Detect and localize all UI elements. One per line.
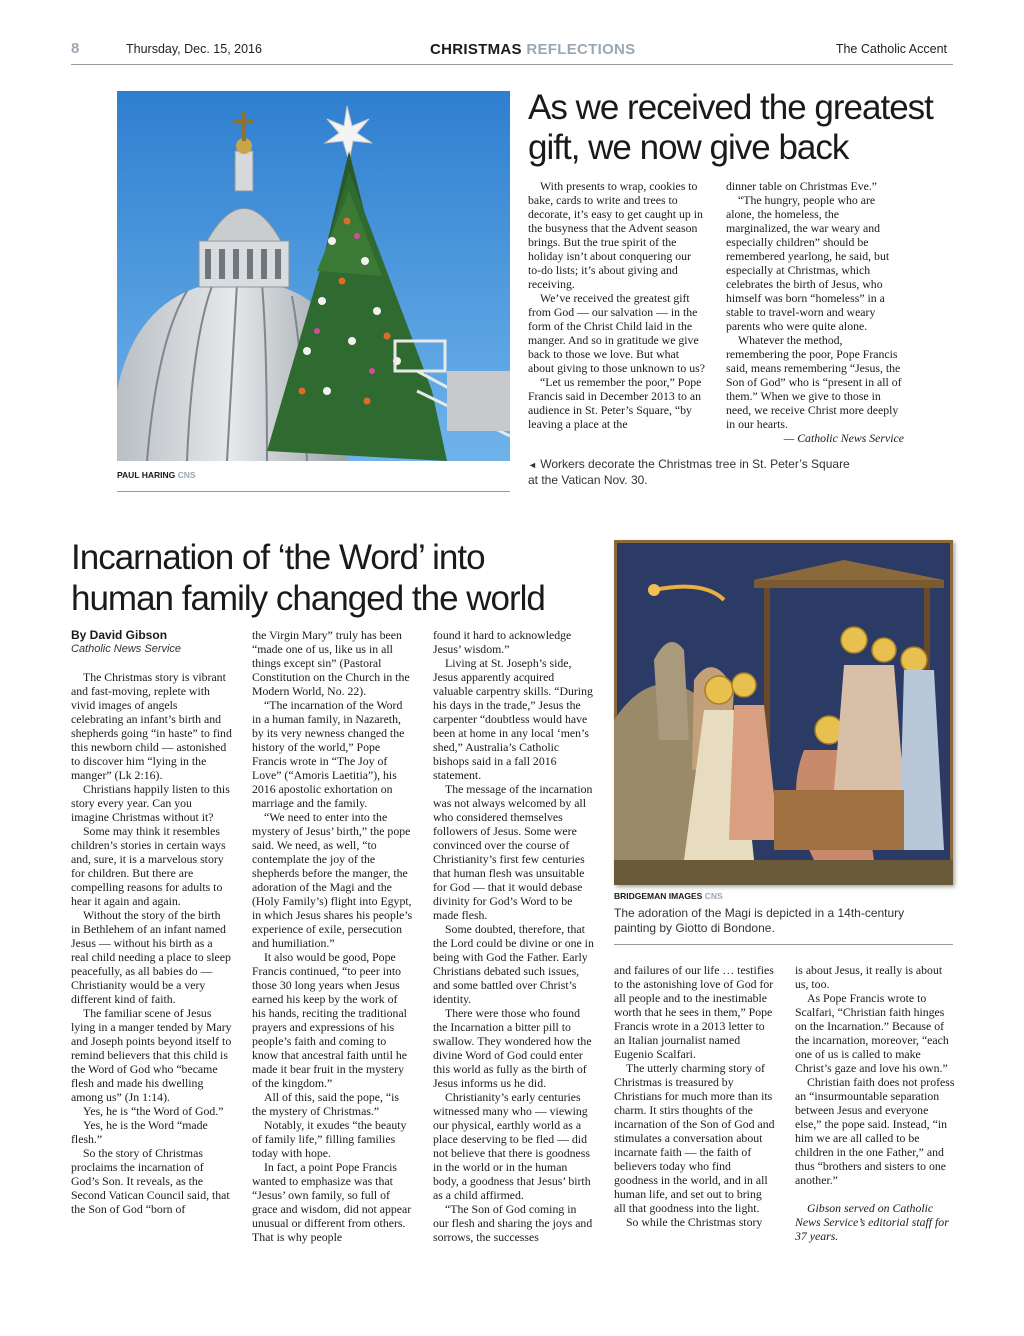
article2-column1 xyxy=(71,628,232,1216)
article1-column1 xyxy=(528,179,706,431)
article2-col4-para: The utterly charming story of Christmas is treasured by Christians for much more than its charm. It stirs thoughts of the incarnation of the Son of God and stimulates a conversation about incarnate faith — the faith of believers today who find goodness in the world, and in all human life, and set out to bring all that goodness into the light. xyxy=(614,1061,775,1215)
article2-col1-para: Yes, he is “the Word of God.” xyxy=(83,1104,224,1118)
byline-author: By David Gibson xyxy=(71,628,168,642)
photo2-credit-agency: CNS xyxy=(704,891,723,901)
article2-col5-para: is about Jesus, it really is about us, too. xyxy=(795,963,943,991)
vatican-tree-illustration xyxy=(117,91,510,461)
article2-col3-para: Living at St. Joseph’s side, Jesus apparently acquired valuable carpentry skills. “During his days in the trade,” Jesus the carpenter “doubtless would have been at home in any local ‘men’s shed,” Australia’s Catholic bishops said in a fall 2016 statement. xyxy=(433,656,593,782)
photo2-credit-name: BRIDGEMAN IMAGES xyxy=(614,891,703,901)
article2-column3 xyxy=(433,628,594,1244)
article1-col2-para: dinner table on Christmas Eve.” xyxy=(726,179,878,193)
article2-column5 xyxy=(795,963,955,1243)
article2-col1-para: Some may think it resembles children’s stories in certain ways and, sure, it is a marvelous story for children. But there are compelling reasons for adults to hear it again and again. xyxy=(71,824,226,908)
article2-col3-para: Christianity’s early centuries witnessed many who — viewing our physical, earthly world as a place deserving to be fled — did not believe that there is goodness in the world or in the human body, a goodness that Jesus’ birth as a child affirmed. xyxy=(433,1090,591,1202)
byline-organization: Catholic News Service xyxy=(71,643,182,655)
article2-headline xyxy=(71,537,591,619)
article2-col2-para: Notably, it exudes “the beauty of family life,” filling families today with hope. xyxy=(252,1118,407,1160)
giotto-painting-photo xyxy=(614,540,953,885)
vatican-tree-photo xyxy=(117,91,510,461)
article1-col2-para: Whatever the method, remembering the poor, Pope Francis said, means remembering “Jesus, the Son of God” who is “present in all of them.” When we give to those in need, we receive Christ more deeply in our hearts. xyxy=(726,333,902,431)
article2-col2-para: the Virgin Mary” truly has been “made one of us, like us in all things except sin” (Pastoral Constitution on the Church in the Modern World, No. 22). xyxy=(252,628,410,698)
article2-col1-para: The familiar scene of Jesus lying in a manger tended by Mary and Joseph points beyond itself to remind believers that this child is the Word of God who “became flesh and made his dwelling among us” (Jn 1:14). xyxy=(71,1006,232,1104)
photo2-credit xyxy=(614,891,723,901)
article2-col2-para: All of this, said the pope, “is the mystery of Christmas.” xyxy=(252,1090,399,1118)
article2-headline-line2: human family changed the world xyxy=(71,579,545,618)
article2-col5-para: As Pope Francis wrote to Scalfari, “Christian faith hinges on the Incarnation.” Because of the incarnation, moreover, “each one of us is called to make Christ’s gaze and love his own.” xyxy=(795,991,949,1075)
article2-col3-para: The message of the incarnation was not always welcomed by all who considered themselves followers of Jesus. Some were convinced over the course of Christianity’s first few centuries that human flesh was unsuitable for God — that it would debase divinity for God’s Word to be made flesh. xyxy=(433,782,593,922)
article2-col1-para: Yes, he is the Word “made flesh.” xyxy=(71,1118,208,1146)
issue-date: Thursday, Dec. 15, 2016 xyxy=(126,42,262,56)
article2-column4 xyxy=(614,963,775,1229)
article2-col3-para: found it hard to acknowledge Jesus’ wisdom.” xyxy=(433,628,572,656)
photo1-rule xyxy=(117,491,510,492)
photo1-caption-text: Workers decorate the Christmas tree in St. Peter’s Square at the Vatican Nov. 30. xyxy=(528,457,850,487)
article1-col1-para: “Let us remember the poor,” Pope Francis said in December 2013 to an audience in St. Peter’s Square, “by leaving a place at the xyxy=(528,375,702,431)
article2-col1-para: Without the story of the birth in Bethlehem of an infant named Jesus — without his birth as a real child needing a place to sleep peacefully, as all babies do — Christianity would be a very different kind of faith. xyxy=(71,908,231,1006)
article2-col3-para: “The Son of God coming in our flesh and sharing the joys and sorrows, the successes xyxy=(433,1202,593,1244)
article2-col4-para: So while the Christmas story xyxy=(626,1215,763,1229)
article1-headline-line1: As we received the greatest xyxy=(528,88,933,127)
article1-headline xyxy=(528,88,948,168)
article1-headline-line2: gift, we now give back xyxy=(528,128,849,167)
article1-col1-para: With presents to wrap, cookies to bake, cards to write and trees to decorate, it’s easy to get caught up in the busyness that the Advent season brings. But the true spirit of the holiday isn’t about conquering our to-do lists; it’s about giving and receiving. xyxy=(528,179,703,291)
header-rule xyxy=(71,64,953,65)
photo2-caption: The adoration of the Magi is depicted in a 14th-century painting by Giotto di Bondone. xyxy=(614,906,905,935)
article2-col2-para: “We need to enter into the mystery of Jesus’ birth,” the pope said. We need, as well, “to contemplate the joy of the shepherds before the manger, the adoration of the Magi and the (Holy Family’s) flight into Egypt, in which Jesus shares his people’s experience of exile, persecution and humiliation.” xyxy=(252,810,413,950)
article2-column2 xyxy=(252,628,413,1244)
article2-col3-para: There were those who found the Incarnation a bitter pill to swallow. They wondered how the divine Word of God could enter this world as fully as the birth of Jesus informs us he did. xyxy=(433,1006,592,1090)
photo1-caption xyxy=(528,457,858,488)
page-number: 8 xyxy=(71,40,80,57)
section-title xyxy=(430,41,635,58)
article2-col1-para: The Christmas story is vibrant and fast-moving, replete with vivid images of angels celebrating an infant’s birth and shepherds going “in haste” to find this newborn child — astonished to discover him “lying in the manger” (Lk 2:16). xyxy=(71,670,232,782)
publication-name: The Catholic Accent xyxy=(835,42,947,56)
article2-col1-para: Christians happily listen to this story every year. Can you imagine Christmas without it? xyxy=(71,782,230,824)
author-bio: Gibson served on Catholic News Service’s editorial staff for 37 years. xyxy=(795,1201,949,1243)
article2-col4-para: and failures of our life … testifies to the astonishing love of God for all people and to the inestimable worth that he sees in them,” Pope Francis wrote in a 2013 letter to an Italian journalist named Eugenio Scalfari. xyxy=(614,963,774,1061)
photo1-credit-agency: CNS xyxy=(177,470,196,480)
article1-column2 xyxy=(726,179,904,445)
article2-col2-para: In fact, a point Pope Francis wanted to emphasize was that “Jesus’ own family, so full of grace and wisdom, did not appear unusual or different from others. That is why people xyxy=(252,1160,412,1244)
article2-col3-para: Some doubted, therefore, that the Lord could be divine or one in being with God the Father. Early Christians debated such issues, and some battled over Christ’s identity. xyxy=(433,922,594,1006)
section-title-word1: CHRISTMAS xyxy=(430,41,522,58)
article2-col2-para: “The incarnation of the Word in a human family, in Nazareth, by its very newness changed the history of the world,” Pope Francis wrote in “The Joy of Love” (“Amoris Laetitia”), his 2016 apostolic exhortation on marriage and the family. xyxy=(252,698,405,810)
section-title-word2: REFLECTIONS xyxy=(526,41,636,58)
photo1-credit xyxy=(117,470,196,480)
article2-col2-para: It also would be good, Pope Francis continued, “to peer into those 30 long years when Jesus earned his keep by the work of his hands, reciting the traditional prayers and expressions of his people’s faith and coming to know that ancestral faith until he made it bear fruit in the mystery of the kingdom.” xyxy=(252,950,407,1090)
article1-col2-para: “The hungry, people who are alone, the homeless, the marginalized, the war weary and especially children” should be remembered yearlong, he said, but especially at Christmas, which celebrates the birth of Jesus, who himself was born “homeless” in a stable to travel-worn and weary parents who were quite alone. xyxy=(726,193,890,333)
article2-col1-para: So the story of Christmas proclaims the incarnation of God’s Son. It reveals, as the Second Vatican Council said, that the Son of God “born of xyxy=(71,1146,230,1216)
article2-col5-para: Christian faith does not profess an “insurmountable separation between Jesus and everyone else,” the pope said. Instead, “in him we are all called to be children in the one Father,” and thus “brothers and sisters to one another.” xyxy=(795,1075,955,1187)
article1-signature: — Catholic News Service xyxy=(783,431,904,445)
article2-headline-line1: Incarnation of ‘the Word’ into xyxy=(71,538,485,577)
caption-arrow-icon: ◄ xyxy=(528,460,537,470)
photo2-rule xyxy=(614,944,953,945)
photo1-credit-name: PAUL HARING xyxy=(117,470,176,480)
article1-col1-para: We’ve received the greatest gift from God — our salvation — in the form of the Christ Child laid in the manger. And so in gratitude we give back to those we love. But what about giving to those unknown to us? xyxy=(528,291,705,375)
giotto-painting-illustration xyxy=(614,540,953,885)
